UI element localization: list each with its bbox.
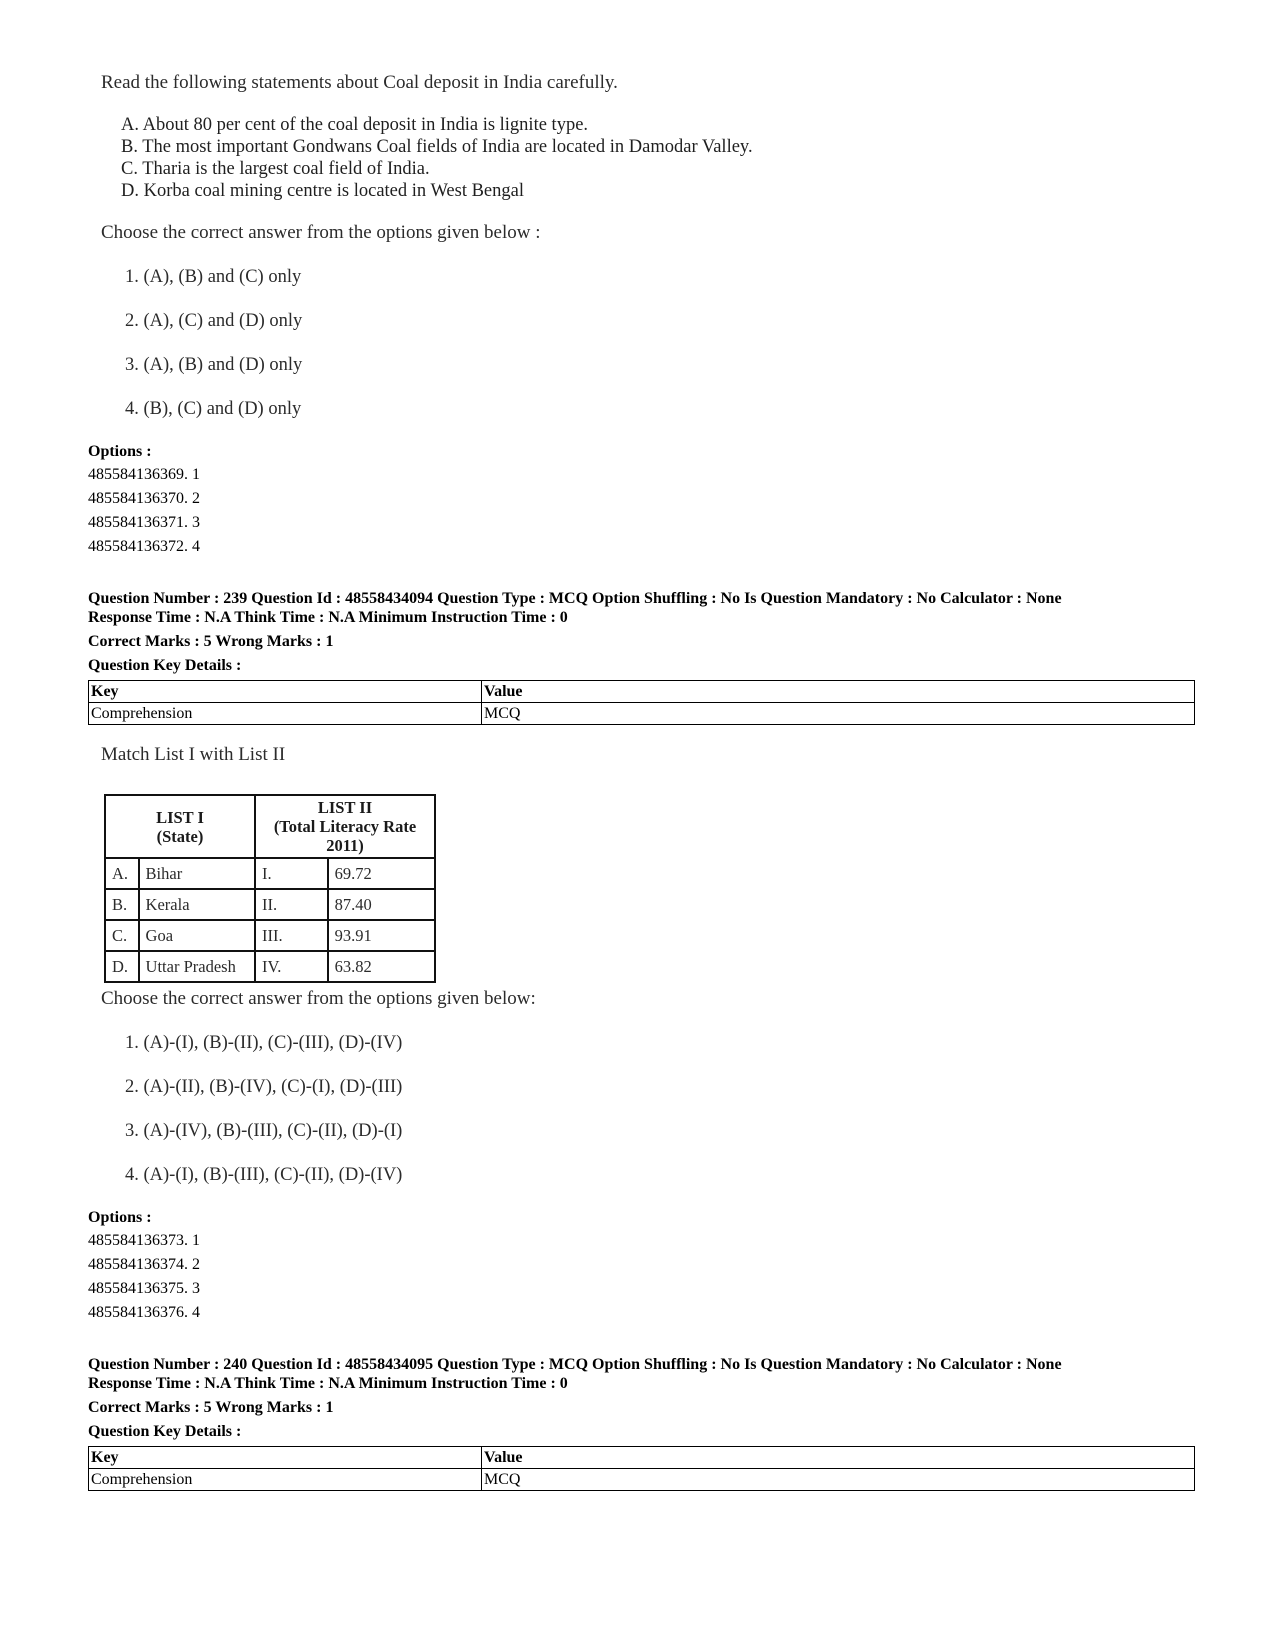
q238-statement-b: B. The most important Gondwans Coal fields of India are located in Damodar Valley. [121, 137, 753, 157]
row-rate: 69.72 [328, 858, 435, 889]
q239-header-line2: Response Time : N.A Think Time : N.A Minimum Instruction Time : 0 [88, 609, 568, 626]
q238-option-1: 485584136369. 1 [88, 466, 200, 483]
q238-choice-3: 3. (A), (B) and (D) only [125, 355, 303, 375]
list1-header-cell [105, 795, 255, 858]
table-row [105, 920, 435, 951]
row-state: Kerala [139, 889, 255, 920]
q239-header-line1: Question Number : 239 Question Id : 48558434094 Question Type : MCQ Option Shuffling : No Is Question Mandatory : No Calculator : None [88, 590, 1062, 607]
key-header: Key [89, 1447, 482, 1469]
q239-options-label: Options : [88, 1209, 152, 1226]
q239-choice-1: 1. (A)-(I), (B)-(II), (C)-(III), (D)-(IV) [125, 1033, 403, 1053]
q239-choice-3: 3. (A)-(IV), (B)-(III), (C)-(II), (D)-(I) [125, 1121, 403, 1141]
list2-subheader: (Total Literacy Rate 2011) [273, 817, 417, 855]
key-cell: Comprehension [89, 703, 482, 725]
key-cell: Comprehension [89, 1469, 482, 1491]
q238-choice-1: 1. (A), (B) and (C) only [125, 267, 302, 287]
q239-key-details: Question Key Details : [88, 657, 242, 674]
list1-header: LIST I [156, 807, 204, 827]
q238-intro: Read the following statements about Coal deposit in India carefully. [101, 72, 618, 93]
match-list-table [104, 794, 436, 983]
q240-key-details: Question Key Details : [88, 1423, 242, 1440]
q240-header-line2: Response Time : N.A Think Time : N.A Minimum Instruction Time : 0 [88, 1375, 568, 1392]
q238-choose: Choose the correct answer from the options given below : [101, 222, 541, 243]
row-numeral: IV. [255, 951, 328, 982]
q239-option-2: 485584136374. 2 [88, 1256, 200, 1273]
q240-header-line1: Question Number : 240 Question Id : 48558434095 Question Type : MCQ Option Shuffling : No Is Question Mandatory : No Calculator : None [88, 1356, 1062, 1373]
row-rate: 63.82 [328, 951, 435, 982]
q238-option-2: 485584136370. 2 [88, 490, 200, 507]
list2-header: LIST II [317, 798, 373, 817]
row-numeral: I. [255, 858, 328, 889]
q239-key-table [88, 680, 1195, 725]
list2-header-cell [255, 795, 435, 858]
q239-marks: Correct Marks : 5 Wrong Marks : 1 [88, 633, 334, 650]
q240-marks: Correct Marks : 5 Wrong Marks : 1 [88, 1399, 334, 1416]
q239-choice-4: 4. (A)-(I), (B)-(III), (C)-(II), (D)-(IV) [125, 1165, 403, 1185]
q239-choice-2: 2. (A)-(II), (B)-(IV), (C)-(I), (D)-(III) [125, 1077, 403, 1097]
table-row [105, 858, 435, 889]
q238-statement-d: D. Korba coal mining centre is located in West Bengal [121, 181, 524, 201]
row-state: Uttar Pradesh [139, 951, 255, 982]
row-letter: C. [105, 920, 139, 951]
row-letter: B. [105, 889, 139, 920]
value-cell: MCQ [482, 1469, 1195, 1491]
row-rate: 87.40 [328, 889, 435, 920]
row-letter: A. [105, 858, 139, 889]
value-header: Value [482, 681, 1195, 703]
value-header: Value [482, 1447, 1195, 1469]
key-header: Key [89, 681, 482, 703]
row-letter: D. [105, 951, 139, 982]
table-row [105, 889, 435, 920]
value-cell: MCQ [482, 703, 1195, 725]
q238-option-4: 485584136372. 4 [88, 538, 200, 555]
q238-option-3: 485584136371. 3 [88, 514, 200, 531]
row-state: Bihar [139, 858, 255, 889]
q238-statement-a: A. About 80 per cent of the coal deposit in India is lignite type. [121, 115, 589, 135]
q238-statement-c: C. Tharia is the largest coal field of India. [121, 159, 430, 179]
row-state: Goa [139, 920, 255, 951]
q239-option-1: 485584136373. 1 [88, 1232, 200, 1249]
q240-key-table [88, 1446, 1195, 1491]
q238-options-label: Options : [88, 443, 152, 460]
row-rate: 93.91 [328, 920, 435, 951]
q239-choose: Choose the correct answer from the options given below: [101, 988, 536, 1009]
list1-subheader: (State) [156, 826, 204, 846]
q239-option-3: 485584136375. 3 [88, 1280, 200, 1297]
table-row [105, 951, 435, 982]
row-numeral: II. [255, 889, 328, 920]
q238-choice-2: 2. (A), (C) and (D) only [125, 311, 303, 331]
q239-option-4: 485584136376. 4 [88, 1304, 200, 1321]
row-numeral: III. [255, 920, 328, 951]
q239-intro: Match List I with List II [101, 744, 286, 765]
q238-choice-4: 4. (B), (C) and (D) only [125, 399, 302, 419]
